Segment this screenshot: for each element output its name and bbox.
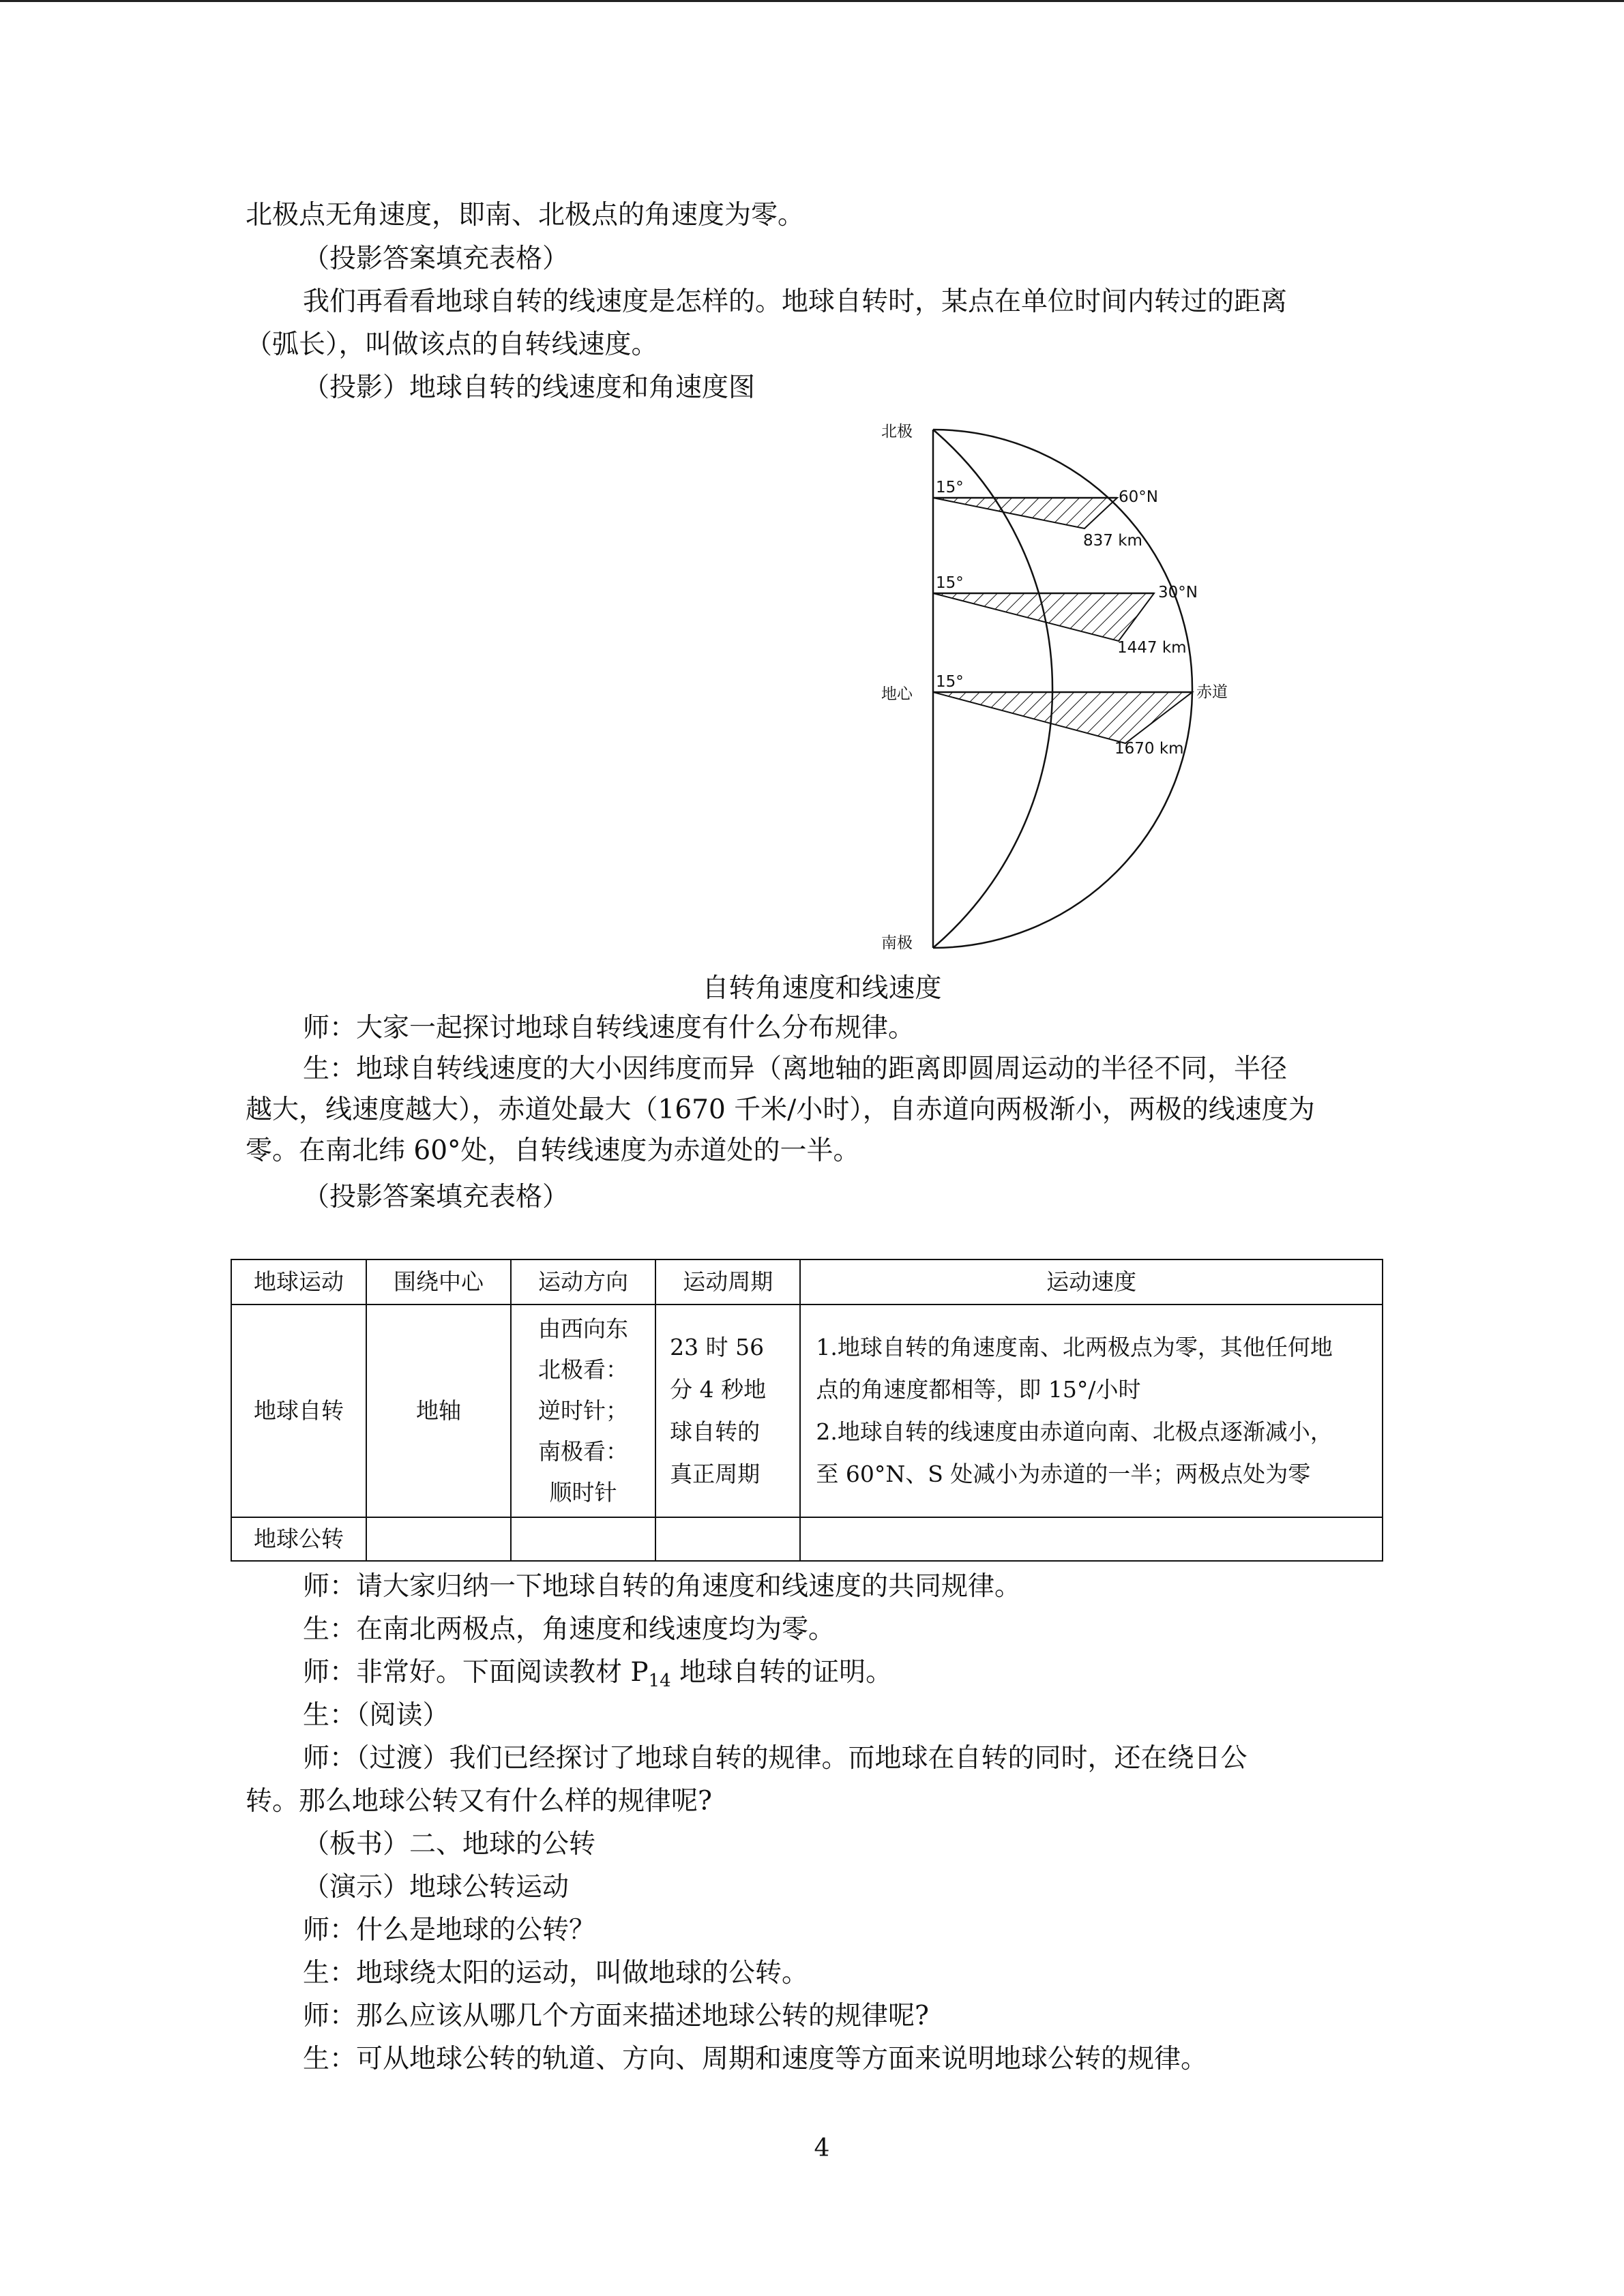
- paragraph-line: （演示）地球公转运动: [303, 1872, 570, 1903]
- speed-label-equator: 1670 km: [1114, 740, 1184, 758]
- lat-label-60n: 60°N: [1119, 488, 1158, 506]
- table-header-cell: 运动周期: [655, 1259, 800, 1304]
- paragraph-line: 生：地球绕太阳的运动，叫做地球的公转。: [303, 1958, 809, 1988]
- paragraph-line: 师：请大家归纳一下地球自转的角速度和线速度的共同规律。: [303, 1571, 1022, 1602]
- table-cell: 地球自转: [231, 1304, 366, 1517]
- diagram-caption: 自转角速度和线速度: [702, 973, 942, 1004]
- paragraph-line: 师：什么是地球的公转？: [303, 1915, 596, 1945]
- table-header-cell: 运动速度: [800, 1259, 1383, 1304]
- paragraph-line: 师：（过渡）我们已经探讨了地球自转的规律。而地球在自转的同时，还在绕日公: [303, 1743, 1247, 1774]
- paragraph-line: [303, 1652, 892, 1701]
- table-row-revolution: [231, 1517, 1383, 1561]
- paragraph-line: （板书）二、地球的公转: [303, 1829, 596, 1860]
- paragraph-line: 生：（阅读）: [303, 1700, 449, 1731]
- south-pole-label: 南极: [881, 934, 913, 952]
- table-header-cell: 地球运动: [231, 1259, 366, 1304]
- cell-line: 点的角速度都相等，即 15°/小时: [816, 1376, 1141, 1403]
- paragraph-line: 师：大家一起探讨地球自转线速度有什么分布规律。: [303, 1013, 915, 1043]
- paragraph-line: 师：那么应该从哪几个方面来描述地球公转的规律呢?: [303, 2001, 929, 2031]
- text-span: 地球自转的证明。: [670, 1657, 893, 1688]
- sector-30n: [933, 593, 1154, 641]
- table-cell: [800, 1517, 1383, 1561]
- cell-line: 真正周期: [670, 1461, 761, 1487]
- cell-line: 1.地球自转的角速度南、北两极点为零，其他任何地: [816, 1334, 1333, 1360]
- diagram-svg: [628, 409, 1255, 968]
- rotation-velocity-diagram: [628, 409, 1255, 968]
- earth-motion-table: [231, 1259, 1383, 1562]
- cell-line: 南极看：: [538, 1438, 629, 1465]
- cell-line: 23 时 56: [670, 1334, 765, 1360]
- paragraph-line: 我们再看看地球自转的线速度是怎样的。地球自转时，某点在单位时间内转过的距离: [303, 286, 1288, 317]
- table-cell: [655, 1517, 800, 1561]
- cell-line: 至 60°N、S 处减小为赤道的一半；两极点处为零: [816, 1461, 1311, 1487]
- paragraph-line: 生：在南北两极点，角速度和线速度均为零。: [303, 1614, 836, 1645]
- table-header-row: [231, 1259, 1383, 1304]
- table-cell-period: [655, 1304, 800, 1517]
- paragraph-line: 零。在南北纬 60°处，自转线速度为赤道处的一半。: [246, 1135, 860, 1166]
- center-label: 地心: [881, 685, 913, 703]
- sector-60n: [933, 498, 1117, 528]
- paragraph-line: 生：可从地球公转的轨道、方向、周期和速度等方面来说明地球公转的规律。: [303, 2044, 1208, 2074]
- paragraph-line: 北极点无角速度，即南、北极点的角速度为零。: [246, 200, 805, 230]
- angle-label-equator: 15°: [936, 673, 964, 691]
- cell-line: 球自转的: [670, 1418, 761, 1445]
- north-pole-label: 北极: [881, 423, 913, 441]
- paragraph-line: （投影）地球自转的线速度和角速度图: [303, 372, 756, 403]
- cell-line: 2.地球自转的线速度由赤道向南、北极点逐渐减小，: [816, 1418, 1333, 1445]
- table-cell-speed: [800, 1304, 1383, 1517]
- cell-line: 北极看：: [538, 1356, 629, 1383]
- paragraph-line: （投影答案填充表格）: [303, 1182, 570, 1212]
- table-cell: [511, 1517, 655, 1561]
- paragraph-line: 转。那么地球公转又有什么样的规律呢?: [246, 1786, 712, 1817]
- cell-line: 分 4 秒地: [670, 1376, 767, 1403]
- sector-equator: [933, 692, 1192, 743]
- angle-label-30n: 15°: [936, 574, 964, 592]
- top-border-rule: [0, 0, 1624, 2]
- cell-line: 由西向东: [538, 1315, 629, 1342]
- table-cell: 地球公转: [231, 1517, 366, 1561]
- paragraph-line: 越大，线速度越大），赤道处最大（1670 千米/小时），自赤道向两极渐小，两极的线速度为: [246, 1094, 1315, 1125]
- paragraph-line: （投影答案填充表格）: [303, 243, 570, 274]
- paragraph-line: 生：地球自转线速度的大小因纬度而异（离地轴的距离即圆周运动的半径不同，半径: [303, 1054, 1288, 1084]
- table-cell-direction: [511, 1304, 655, 1517]
- equator-label: 赤道: [1196, 683, 1228, 701]
- table-cell: 地轴: [366, 1304, 511, 1517]
- paragraph-line: （弧长），叫做该点的自转线速度。: [246, 329, 658, 360]
- table-row-rotation: [231, 1304, 1383, 1517]
- cell-line: 顺时针: [549, 1479, 617, 1506]
- table-header-cell: 运动方向: [511, 1259, 655, 1304]
- lat-label-30n: 30°N: [1158, 584, 1198, 601]
- table-header-cell: 围绕中心: [366, 1259, 511, 1304]
- page-number: 4: [814, 2134, 830, 2162]
- subscript-page: 14: [648, 1671, 671, 1691]
- angle-label-60n: 15°: [936, 479, 964, 496]
- text-span: 师：非常好。下面阅读教材 P: [303, 1657, 649, 1688]
- table-cell: [366, 1517, 511, 1561]
- cell-line: 逆时针；: [538, 1397, 629, 1424]
- speed-label-60n: 837 km: [1083, 532, 1142, 550]
- speed-label-30n: 1447 km: [1117, 639, 1187, 657]
